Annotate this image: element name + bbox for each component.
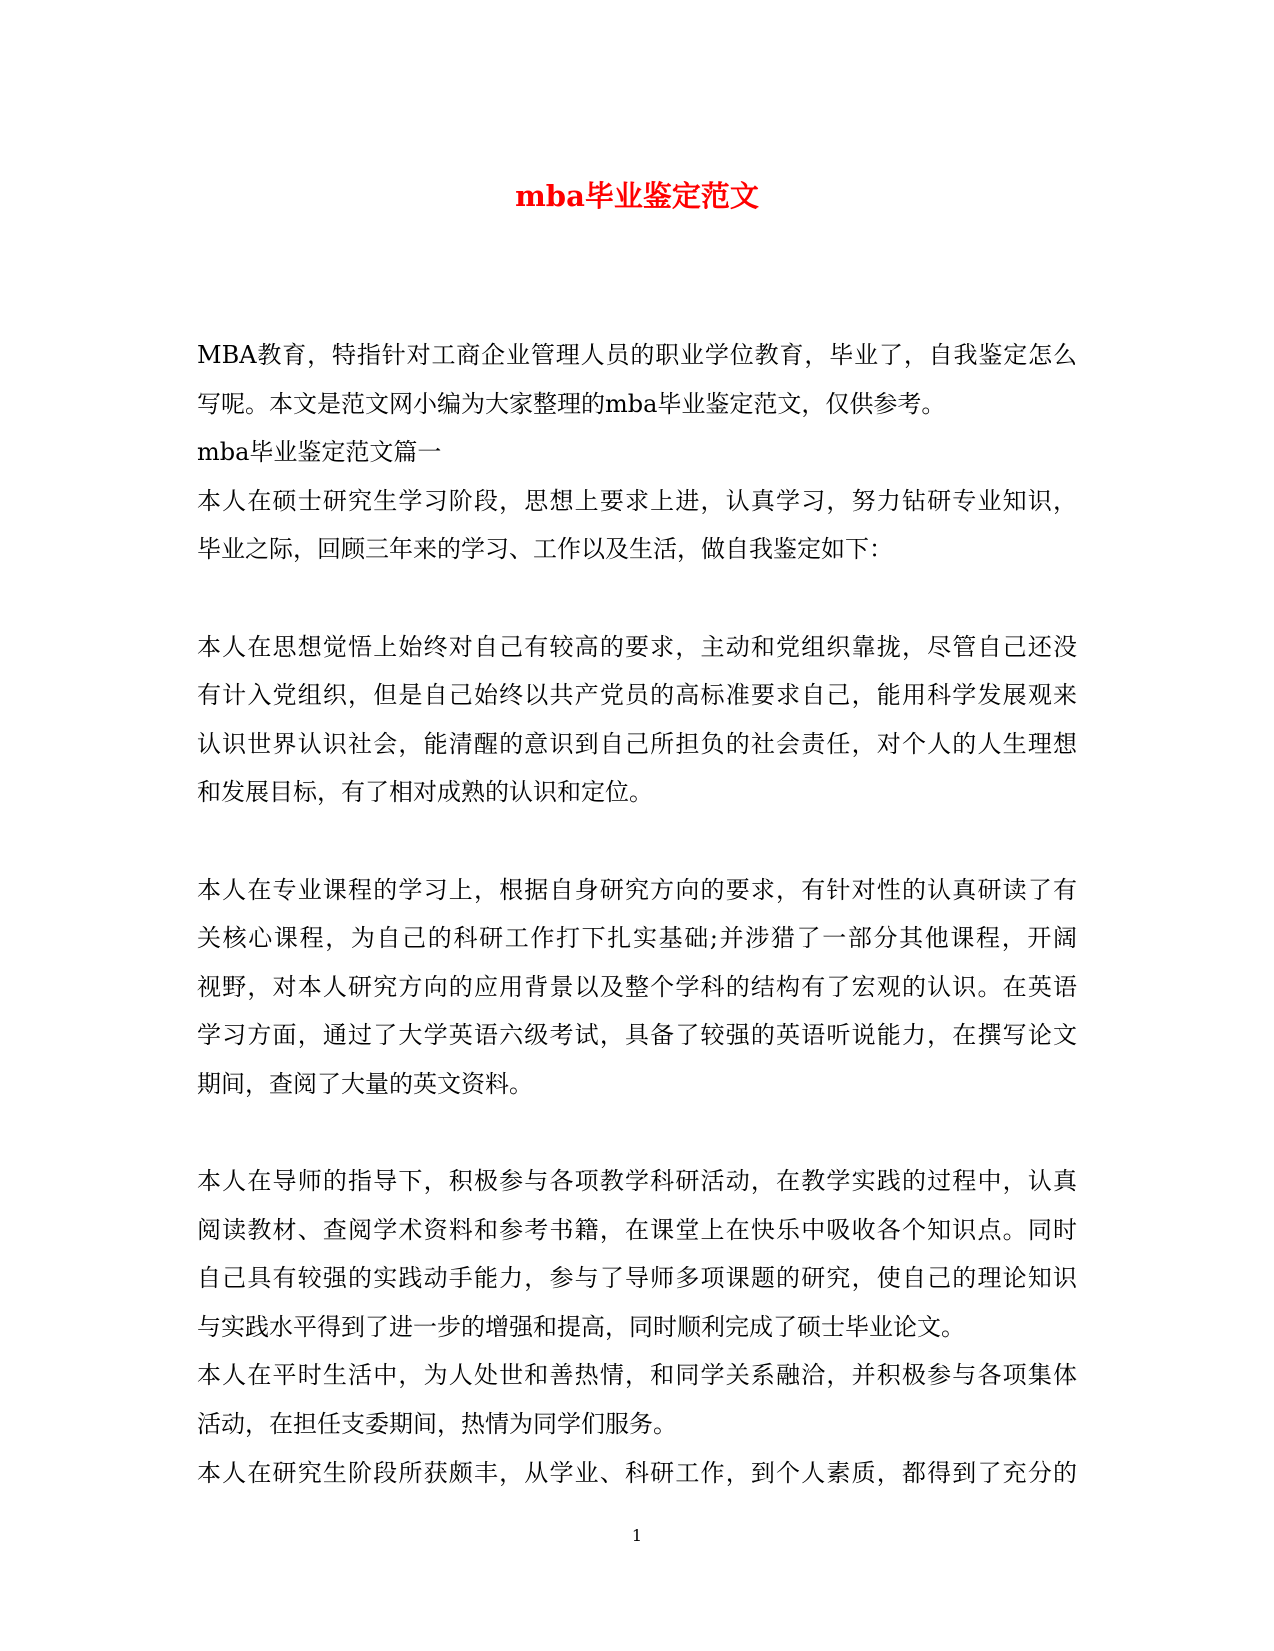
text-line: 写呢。本文是范文网小编为大家整理的mba毕业鉴定范文，仅供参考。: [197, 389, 946, 418]
document-body: [197, 331, 1077, 1497]
page-number: 1: [631, 1526, 643, 1545]
text-line: 期间，查阅了大量的英文资料。: [197, 1069, 533, 1098]
text-line: 本人在硕士研究生学习阶段，思想上要求上进，认真学习，努力钻研专业知识，: [197, 486, 1077, 515]
text-line: 阅读教材、查阅学术资料和参考书籍，在课堂上在快乐中吸收各个知识点。同时: [197, 1215, 1077, 1244]
text-line: 学习方面，通过了大学英语六级考试，具备了较强的英语听说能力，在撰写论文: [197, 1021, 1077, 1050]
text-line: 本人在思想觉悟上始终对自己有较高的要求，主动和党组织靠拢，尽管自己还没: [197, 632, 1077, 661]
text-line: 本人在导师的指导下，积极参与各项教学科研活动，在教学实践的过程中，认真: [197, 1167, 1077, 1196]
text-line: MBA教育，特指针对工商企业管理人员的职业学位教育，毕业了，自我鉴定怎么: [197, 341, 1077, 369]
document-title: mba毕业鉴定范文: [515, 179, 759, 213]
text-line: 本人在研究生阶段所获颇丰，从学业、科研工作，到个人素质，都得到了充分的: [197, 1458, 1077, 1487]
text-line: mba毕业鉴定范文篇一: [197, 438, 442, 467]
text-line: 活动，在担任支委期间，热情为同学们服务。: [197, 1410, 677, 1439]
text-line: 有计入党组织，但是自己始终以共产党员的高标准要求自己，能用科学发展观来: [197, 681, 1077, 710]
blank-line: [197, 817, 1077, 866]
text-line: 自己具有较强的实践动手能力，参与了导师多项课题的研究，使自己的理论知识: [197, 1264, 1077, 1293]
blank-line: [197, 574, 1077, 623]
text-line: 关核心课程，为自己的科研工作打下扎实基础;并涉猎了一部分其他课程，开阔: [197, 924, 1077, 953]
text-line: 本人在专业课程的学习上，根据自身研究方向的要求，有针对性的认真研读了有: [197, 875, 1077, 904]
text-line: 与实践水平得到了进一步的增强和提高，同时顺利完成了硕士毕业论文。: [197, 1312, 965, 1341]
blank-line: [197, 1109, 1077, 1158]
text-line: 毕业之际，回顾三年来的学习、工作以及生活，做自我鉴定如下：: [197, 535, 893, 564]
text-line: 视野，对本人研究方向的应用背景以及整个学科的结构有了宏观的认识。在英语: [197, 972, 1077, 1001]
text-line: 和发展目标，有了相对成熟的认识和定位。: [197, 778, 653, 807]
text-line: 本人在平时生活中，为人处世和善热情，和同学关系融洽，并积极参与各项集体: [197, 1361, 1077, 1390]
text-line: 认识世界认识社会，能清醒的意识到自己所担负的社会责任，对个人的人生理想: [197, 729, 1077, 758]
